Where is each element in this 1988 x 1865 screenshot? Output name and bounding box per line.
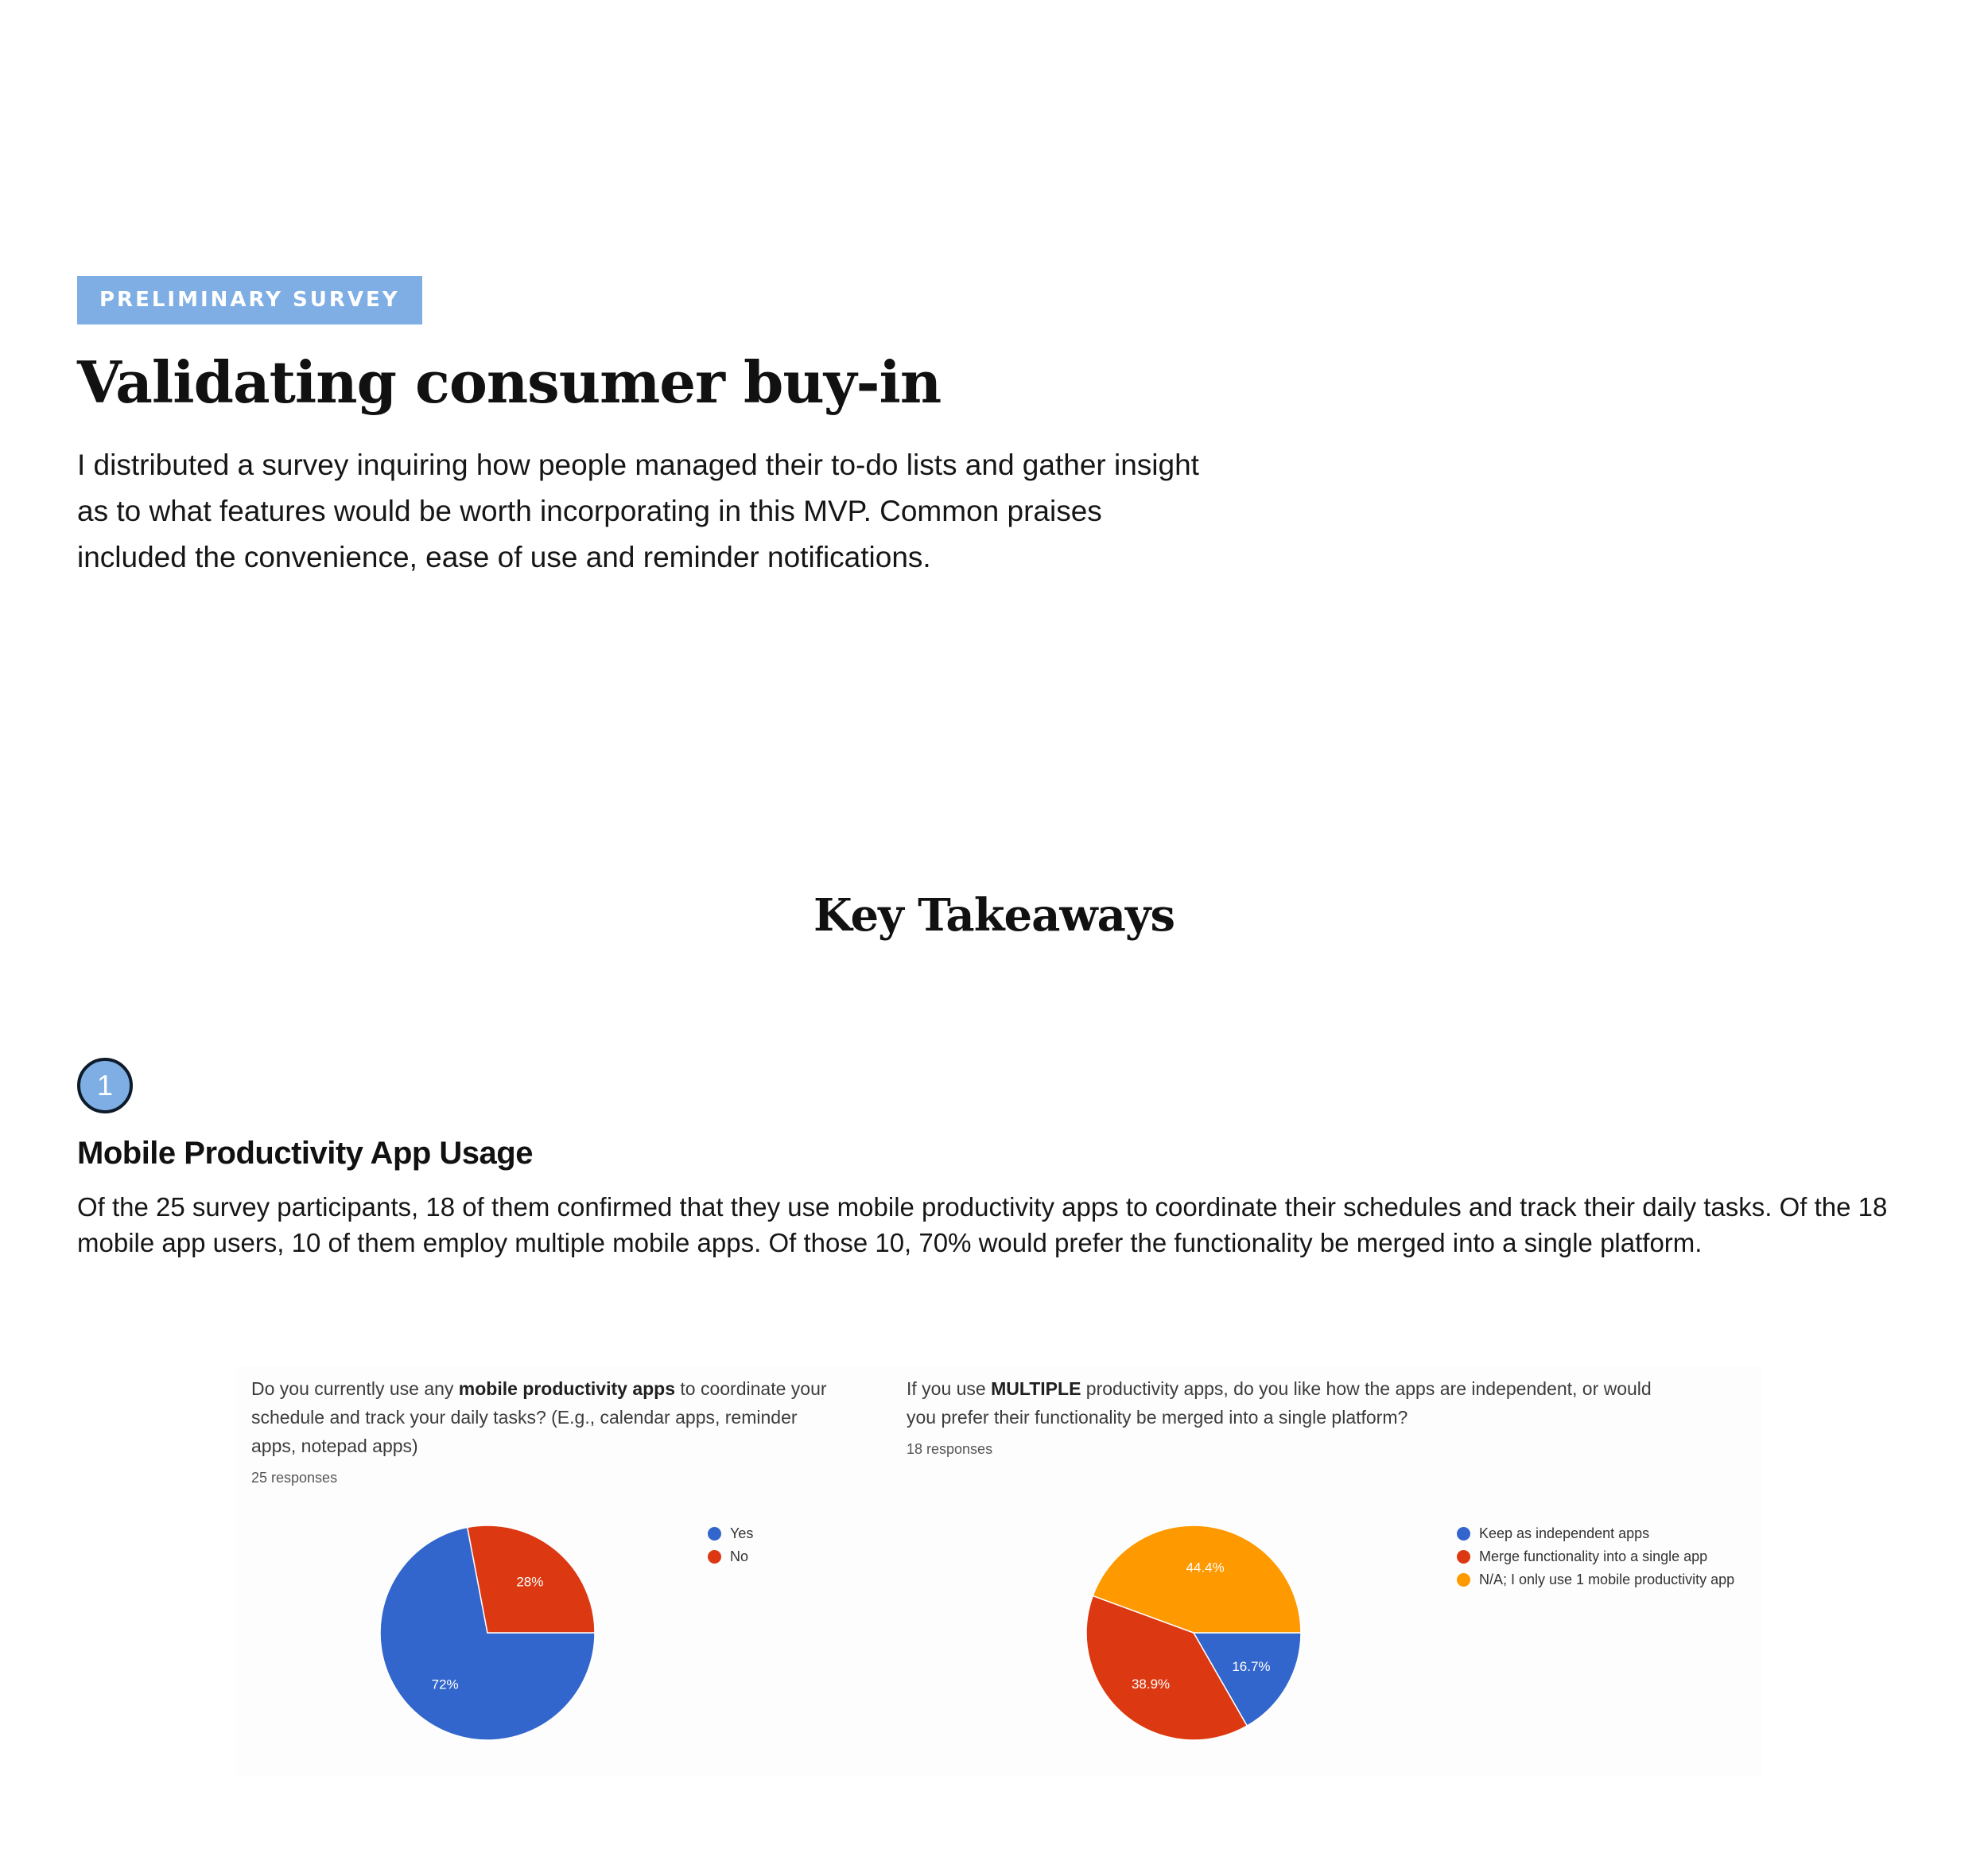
chart2-pie (1086, 1525, 1301, 1740)
pie-label-no: 28% (516, 1574, 544, 1590)
chart1-legend (708, 1522, 753, 1568)
legend-item-merge-functionality-into-a-single-app[interactable] (1457, 1545, 1734, 1568)
pie-label-merge-functionality-into-a-single-app: 38.9% (1131, 1676, 1171, 1692)
legend-dot-icon (1457, 1573, 1470, 1587)
chart2-responses: 18 responses (907, 1441, 993, 1457)
legend-dot-icon (1457, 1550, 1470, 1564)
takeaway-number-badge: 1 (77, 1058, 133, 1113)
legend-label: Yes (730, 1525, 754, 1541)
legend-label: N/A; I only use 1 mobile productivity app (1479, 1572, 1735, 1587)
legend-dot-icon (1457, 1527, 1470, 1541)
intro-paragraph: I distributed a survey inquiring how people managed their to-do lists and gather insight as to what features would be worth incorporating in this MVP. Common praises included the convenience, ease of use and reminder notifications. (77, 449, 1199, 573)
key-takeaways-heading: Key Takeaways (813, 889, 1175, 942)
chart2-question: If you use MULTIPLE productivity apps, do you like how the apps are independent, or would you prefer their functionality be merged into a single platform? (907, 1378, 1652, 1428)
chart1-pie (380, 1525, 595, 1740)
pie-label-n-a-i-only-use-1-mobile-productivity-app: 44.4% (1186, 1560, 1225, 1576)
chart2-legend (1457, 1522, 1734, 1591)
pie-label-keep-as-independent-apps: 16.7% (1232, 1658, 1271, 1674)
chart1-question: Do you currently use any mobile productivity apps to coordinate your schedule and track your daily tasks? (E.g., calendar apps, reminder apps, notepad apps) (251, 1378, 827, 1456)
legend-label: No (730, 1548, 749, 1564)
pie-label-yes: 72% (431, 1677, 459, 1692)
survey-charts-panel (235, 1366, 1762, 1776)
section-tag: PRELIMINARY SURVEY (77, 276, 422, 324)
legend-dot-icon (708, 1527, 721, 1541)
legend-item-keep-as-independent-apps[interactable] (1457, 1522, 1734, 1545)
legend-item-yes[interactable] (708, 1522, 753, 1545)
legend-label: Keep as independent apps (1479, 1525, 1650, 1541)
takeaway-title: Mobile Productivity App Usage (77, 1136, 533, 1171)
legend-item-n-a-i-only-use-1-mobile-productivity-app[interactable] (1457, 1568, 1734, 1591)
legend-dot-icon (708, 1550, 721, 1564)
legend-item-no[interactable] (708, 1545, 753, 1568)
page-title: Validating consumer buy-in (77, 348, 942, 416)
legend-label: Merge functionality into a single app (1479, 1548, 1708, 1564)
chart1-responses: 25 responses (251, 1470, 338, 1486)
takeaway-description: Of the 25 survey participants, 18 of them confirmed that they use mobile productivity apps to coordinate their schedules and track their daily tasks. Of the 18 mobile app users, 10 of them employ multiple mobile apps. Of those 10, 70% would prefer the functionality be merged into a single platform. (77, 1192, 1888, 1257)
